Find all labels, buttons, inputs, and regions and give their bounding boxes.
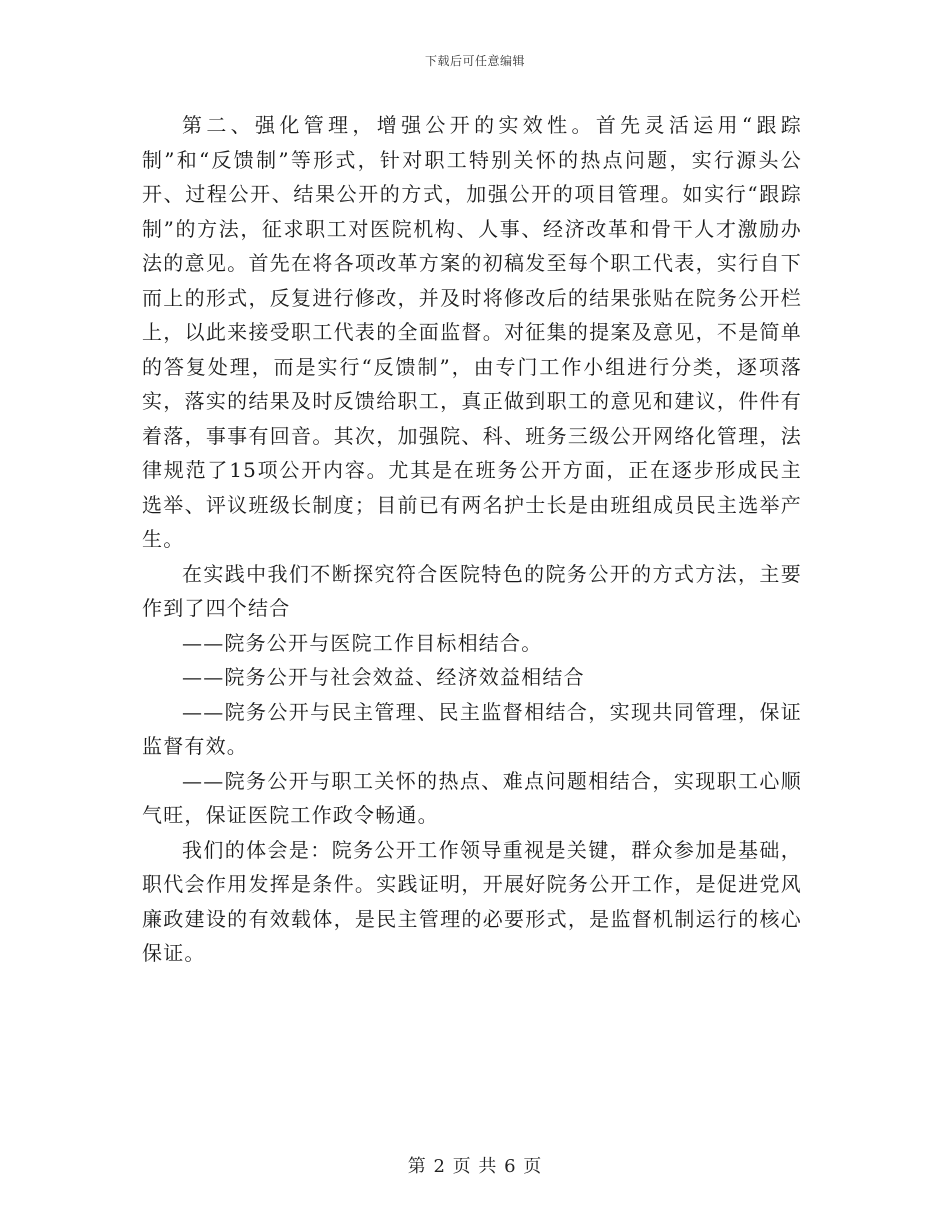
paragraph-management: 第二、强化管理，增强公开的实效性。首先灵活运用“跟踪制”和“反馈制”等形式，针对职工特别关怀的热点问题，实行源头公开、过程公开、结果公开的方式，加强公开的项目管理。如实行“跟踪制”的方法，征求职工对医院机构、人事、经济改革和骨干人才激励办法的意见。首先在将各项改革方案的初稿发至每个职工代表，实行自下而上的形式，反复进行修改，并及时将修改后的结果张贴在院务公开栏上，以此来接受职工代表的全面监督。对征集的提案及意见，不是简单的答复处理，而是实行“反馈制”，由专门工作小组进行分类，逐项落实，落实的结果及时反馈给职工，真正做到职工的意见和建议，件件有着落，事事有回音。其次，加强院、科、班务三级公开网络化管理，法律规范了15项公开内容。尤其是在班务公开方面，正在逐步形成民主选举、评议班级长制度；目前已有两名护士长是由班组成员民主选举产生。 [142,113,802,551]
list-item-democratic-supervision: ——院务公开与民主管理、民主监督相结合，实现共同管理，保证监督有效。 [142,699,802,758]
page-header: 下载后可任意编辑 [424,54,525,68]
list-item-staff-concerns: ——院务公开与职工关怀的热点、难点问题相结合，实现职工心顺气旺，保证医院工作政令畅通。 [142,768,802,827]
list-item-work-goals: ——院务公开与医院工作目标相结合。 [182,630,543,655]
list-item-social-economic: ——院务公开与社会效益、经济效益相结合 [182,665,585,689]
document-body [142,108,802,971]
paragraph-conclusion: 我们的体会是：院务公开工作领导重视是关键，群众参加是基础，职代会作用发挥是条件。实践证明，开展好院务公开工作，是促进党风廉政建设的有效载体，是民主管理的必要形式，是监督机制运行的核心保证。 [142,837,802,965]
paragraph-four-combinations: 在实践中我们不断探究符合医院特色的院务公开的方式方法，主要作到了四个结合 [142,561,802,620]
page-number: 第 2 页 共 6 页 [407,1156,543,1177]
